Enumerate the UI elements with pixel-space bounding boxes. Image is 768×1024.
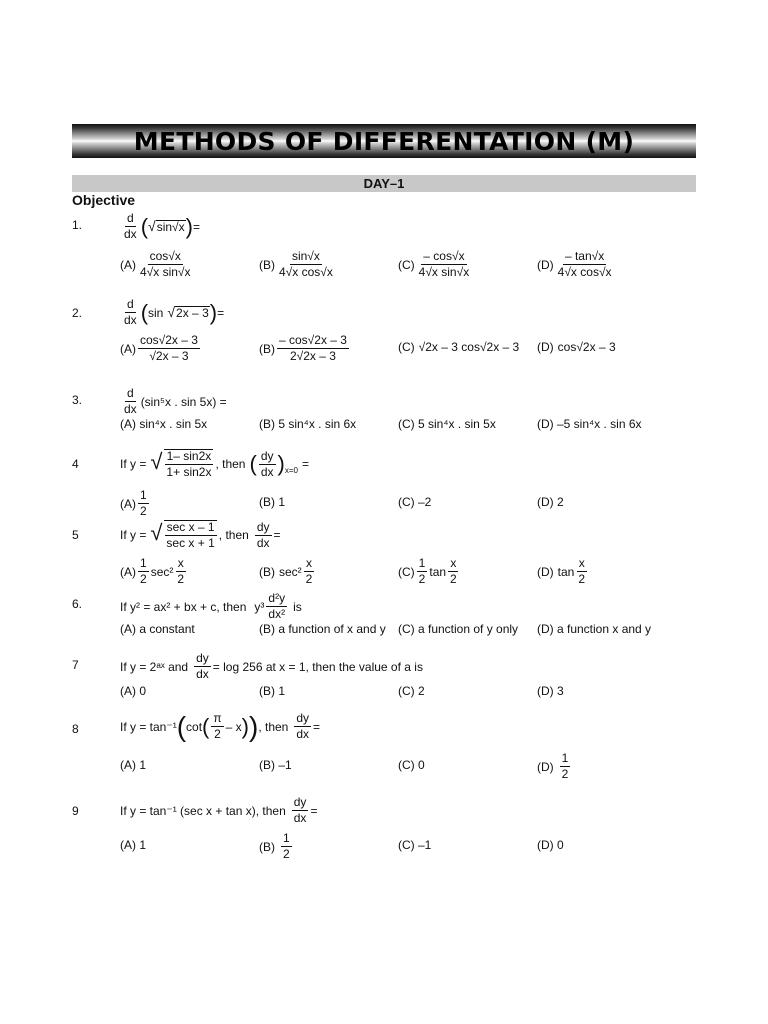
title-banner — [72, 124, 696, 158]
question-number: 4 — [72, 457, 79, 471]
derivative-operator: $\frac{d}{dx}$ — [124, 211, 137, 241]
question-number: 1. — [72, 218, 83, 232]
option-a[interactable]: (A) a constant — [120, 622, 195, 636]
option-d[interactable]: (D) $\frac{1}{2}$ — [537, 751, 569, 781]
question-number: 8 — [72, 722, 79, 736]
option-d[interactable]: (D) 2 — [537, 495, 564, 509]
option-c[interactable]: (C) –1 — [398, 838, 432, 852]
question-3 — [72, 387, 696, 435]
question-stem: $\frac{d}{dx}$ ( sin √ 2x – 3 ) = — [124, 297, 225, 327]
option-c[interactable]: (C) –2 — [398, 495, 432, 509]
option-c[interactable]: (C) √2x – 3 cos√2x – 3 — [398, 340, 520, 354]
question-8 — [72, 712, 696, 782]
question-2 — [72, 298, 696, 370]
question-stem: If y = √ $\frac{\text{sec x – 1}}{\text{sec x + 1}}$ , then $\frac{dy}{dx}$ = — [120, 519, 281, 550]
question-9 — [72, 796, 696, 866]
question-number: 9 — [72, 804, 79, 818]
question-number: 5 — [72, 528, 79, 542]
question-7 — [72, 652, 696, 700]
question-6 — [72, 592, 696, 640]
option-b[interactable]: (B) $\frac{- \cos√2x - 3}{2√2x - 3}$ — [259, 333, 347, 363]
question-number: 3. — [72, 393, 83, 407]
option-a[interactable]: (A) $\frac{\cos√2x - 3}{√2x - 3}$ — [120, 333, 198, 363]
section-heading: Objective — [72, 192, 136, 208]
option-d[interactable]: (D) $\frac{- \tan√x}{\text{4√x cos√x}}$ — [537, 249, 612, 279]
question-number: 2. — [72, 306, 83, 320]
option-c[interactable]: (C) 0 — [398, 758, 425, 772]
option-b[interactable]: (B) $\frac{\sin√x}{\text{4√x cos√x}}$ — [259, 249, 333, 279]
option-c[interactable]: (C) $\frac{- \cos√x}{\text{4√x sin√x}}$ — [398, 249, 470, 279]
option-b[interactable]: (B) 5 sin⁴x . sin 6x — [259, 417, 357, 431]
question-stem: If y = 2ᵃˣ and $\frac{dy}{dx}$ = log 256 at x = 1, then the value of a is — [120, 651, 423, 681]
option-b[interactable]: (B) 1 — [259, 495, 286, 509]
option-d[interactable]: (D) 0 — [537, 838, 564, 852]
option-b[interactable]: (B) a function of x and y — [259, 622, 386, 636]
option-d[interactable]: (D) –5 sin⁴x . sin 6x — [537, 417, 642, 431]
question-stem: $\frac{d}{dx}$ ( √ sin√x ) = — [124, 211, 200, 241]
option-a[interactable]: (A) $\frac{1}{2}$ sec² $\frac{x}{2}$ — [120, 556, 185, 586]
question-stem: If y² = ax² + bx + c, then y³ $\frac{\text{d²y}}{\text{dx²}}$ is — [120, 591, 302, 621]
option-c[interactable]: (C) 2 — [398, 684, 425, 698]
option-d[interactable]: (D) cos√2x – 3 — [537, 340, 616, 354]
option-c[interactable]: (C) a function of y only — [398, 622, 519, 636]
option-c[interactable]: (C) 5 sin⁴x . sin 5x — [398, 417, 496, 431]
question-4 — [72, 449, 696, 519]
page-title: METHODS OF DIFFERENTATION (M) — [133, 126, 635, 156]
question-number: 6. — [72, 597, 83, 611]
option-a[interactable]: (A) 1 — [120, 758, 147, 772]
option-b[interactable]: (B) sec² $\frac{x}{2}$ — [259, 556, 313, 586]
question-number: 7 — [72, 658, 79, 672]
option-d[interactable]: (D) tan $\frac{x}{2}$ — [537, 556, 586, 586]
option-a[interactable]: (A) $\frac{\cos√x}{\text{4√x sin√x}}$ — [120, 249, 191, 279]
question-stem: If y = √ $\frac{1- \sin 2x}{1+ \sin 2x}$ , then ( $\frac{dy}{dx}$ ) x=0 = — [120, 448, 309, 479]
question-stem: If y = tan⁻¹ ( cot ( $\frac{\pi}{2}$ – x ) ) , then $\frac{dy}{dx}$ = — [120, 710, 321, 742]
question-stem: If y = tan⁻¹ (sec x + tan x), then $\frac{dy}{dx}$ = — [120, 795, 318, 825]
option-d[interactable]: (D) 3 — [537, 684, 564, 698]
option-b[interactable]: (B) $\frac{1}{2}$ — [259, 831, 290, 861]
option-a[interactable]: (A) 1 — [120, 838, 147, 852]
option-b[interactable]: (B) –1 — [259, 758, 292, 772]
option-a[interactable]: (A) sin⁴x . sin 5x — [120, 417, 208, 431]
option-a[interactable]: (A) 0 — [120, 684, 147, 698]
option-b[interactable]: (B) 1 — [259, 684, 286, 698]
day-heading: DAY–1 — [72, 175, 696, 192]
option-a[interactable]: (A) $\frac{1}{2}$ — [120, 488, 147, 518]
question-stem: $\frac{d}{dx}$ (sin⁵x . sin 5x) = — [124, 386, 227, 416]
option-c[interactable]: (C) $\frac{1}{2}$ tan $\frac{x}{2}$ — [398, 556, 457, 586]
question-5 — [72, 520, 696, 590]
question-1 — [72, 212, 696, 282]
option-d[interactable]: (D) a function x and y — [537, 622, 652, 636]
